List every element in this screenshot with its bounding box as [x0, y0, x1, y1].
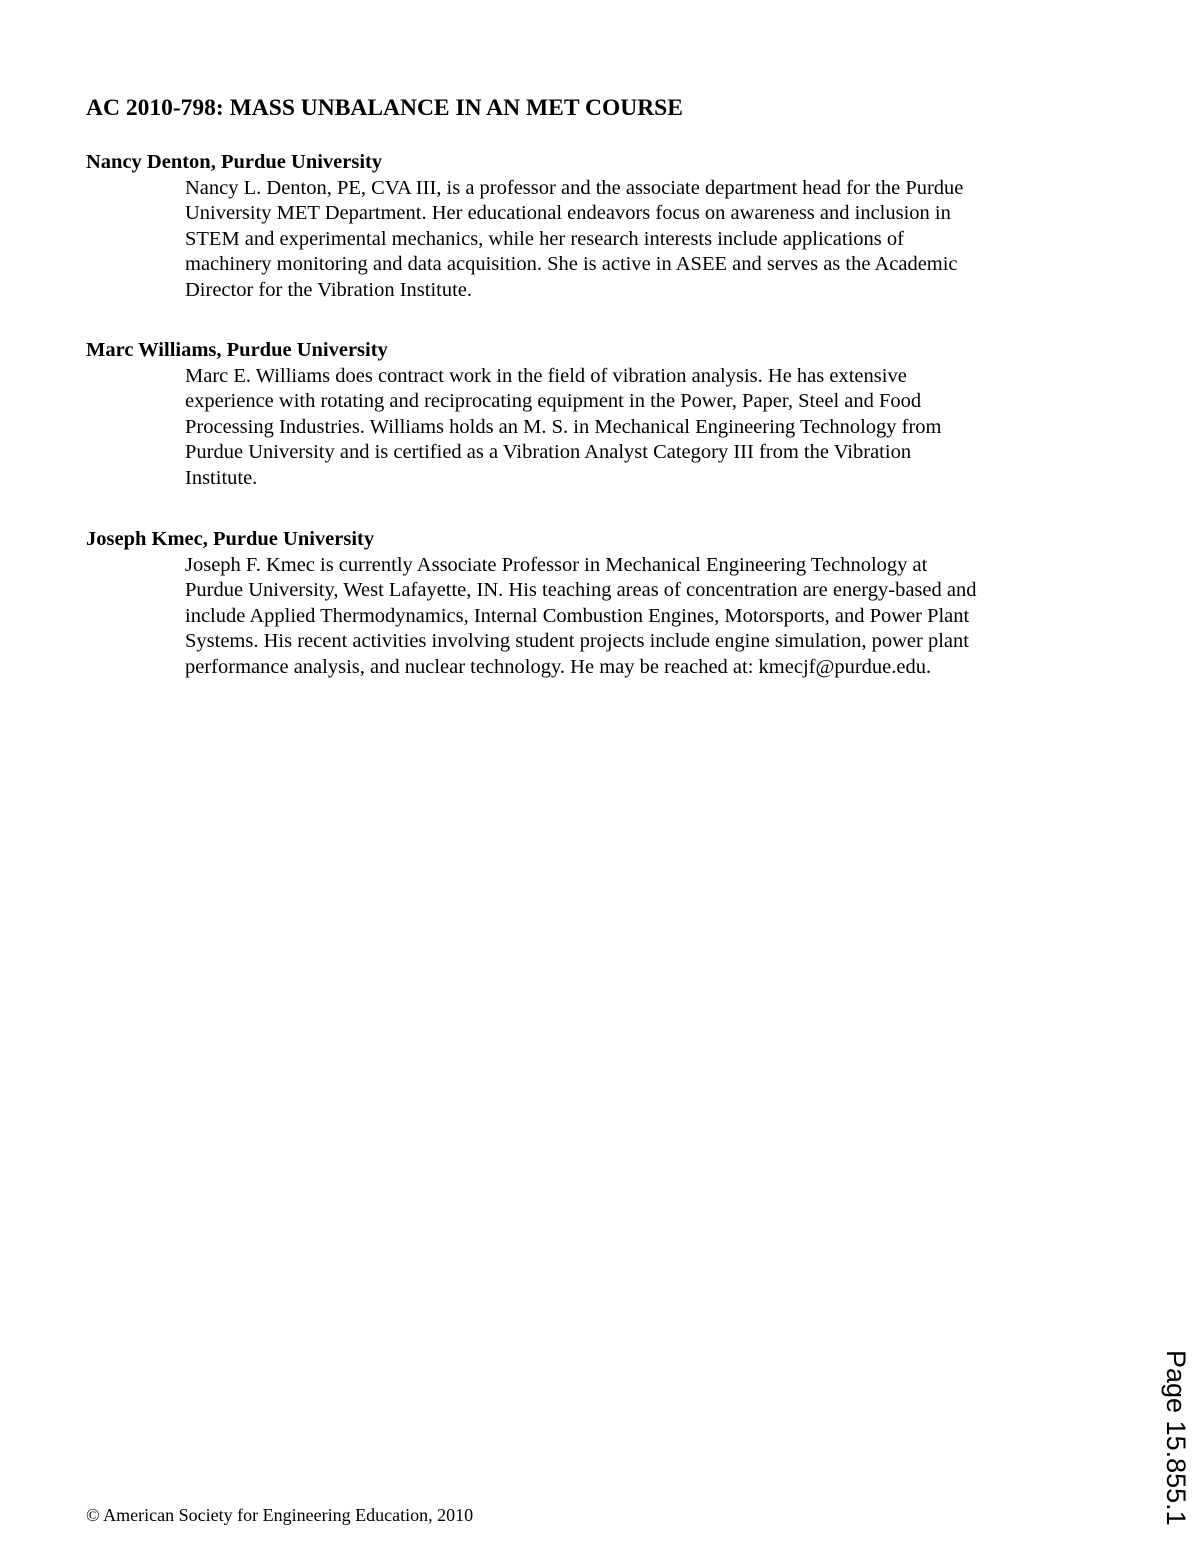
- author-bio: [185, 553, 1110, 681]
- bio-line: Marc E. Williams does contract work in the field of vibration analysis. He has extensive: [185, 364, 907, 387]
- bio-line: University MET Department. Her educational endeavors focus on awareness and inclusion in: [185, 202, 951, 225]
- bio-line: Director for the Vibration Institute.: [185, 278, 473, 301]
- bio-line: Systems. His recent activities involving student projects include engine simulation, power plant: [185, 630, 969, 653]
- bio-line: machinery monitoring and data acquisition. She is active in ASEE and serves as the Academic: [185, 253, 958, 276]
- page-number-label: Page 15.855.1: [1161, 1350, 1191, 1526]
- author-block-marc-williams: [86, 338, 1116, 491]
- author-name: Nancy Denton, Purdue University: [86, 151, 383, 173]
- bio-line: Purdue University, West Lafayette, IN. His teaching areas of concentration are energy-based and: [185, 579, 977, 602]
- author-name: Marc Williams, Purdue University: [86, 339, 388, 361]
- author-bio: [185, 176, 1110, 304]
- bio-line: performance analysis, and nuclear technology. He may be reached at: kmecjf@purdue.edu.: [185, 655, 932, 678]
- copyright-notice: © American Society for Engineering Education, 2010: [86, 1505, 474, 1525]
- paper-title: AC 2010-798: MASS UNBALANCE IN AN MET COURSE: [86, 95, 683, 121]
- bio-line: Processing Industries. Williams holds an M. S. in Mechanical Engineering Technology from: [185, 415, 942, 438]
- bio-line: experience with rotating and reciprocating equipment in the Power, Paper, Steel and Food: [185, 390, 922, 413]
- bio-line: Institute.: [185, 466, 258, 489]
- bio-line: Joseph F. Kmec is currently Associate Professor in Mechanical Engineering Technology at: [185, 553, 928, 576]
- author-bio: [185, 364, 1110, 492]
- author-block-nancy-denton: [86, 150, 1116, 303]
- bio-line: STEM and experimental mechanics, while her research interests include applications of: [185, 227, 904, 250]
- author-block-joseph-kmec: [86, 527, 1116, 680]
- bio-line: include Applied Thermodynamics, Internal Combustion Engines, Motorsports, and Power Plant: [185, 604, 970, 627]
- author-name: Joseph Kmec, Purdue University: [86, 528, 375, 550]
- bio-line: Purdue University and is certified as a Vibration Analyst Category III from the Vibration: [185, 441, 912, 464]
- page-number: [1161, 1350, 1191, 1532]
- bio-line: Nancy L. Denton, PE, CVA III, is a professor and the associate department head for the Purdue: [185, 176, 964, 199]
